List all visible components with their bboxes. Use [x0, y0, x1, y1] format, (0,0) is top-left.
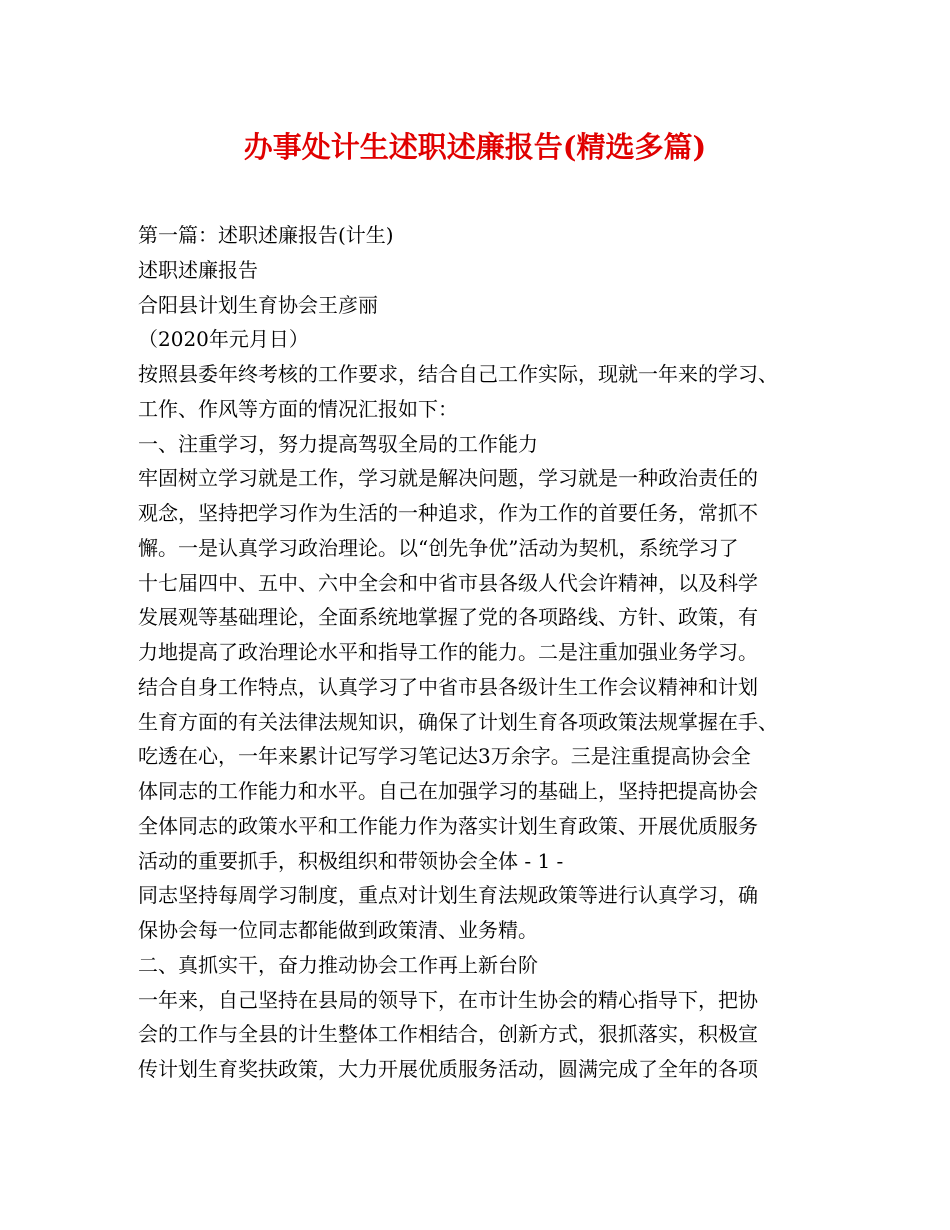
- text-line: 活动的重要抓手，积极组织和带领协会全体 - 1 -: [138, 848, 564, 873]
- text-line: 会的工作与全县的计生整体工作相结合，创新方式，狠抓落实，积极宣: [138, 1022, 758, 1047]
- text-line: 合阳县计划生育协会王彦丽: [138, 292, 378, 317]
- text-line: 懈。一是认真学习政治理论。以“创先争优”活动为契机，系统学习了: [138, 535, 739, 560]
- text-line: 述职述廉报告: [138, 257, 258, 282]
- text-line: 吃透在心，一年来累计记写学习笔记达3万余字。三是注重提高协会全: [138, 744, 751, 769]
- text-line: 一年来，自己坚持在县局的领导下，在市计生协会的精心指导下，把协: [138, 987, 758, 1012]
- text-line: （2020年元月日）: [138, 327, 309, 352]
- text-line: 发展观等基础理论，全面系统地掌握了党的各项路线、方针、政策，有: [138, 605, 758, 630]
- text-line: 牢固树立学习就是工作，学习就是解决问题，学习就是一种政治责任的: [138, 466, 758, 491]
- text-line: 体同志的工作能力和水平。自己在加强学习的基础上，坚持把提高协会: [138, 779, 758, 803]
- text-line: 二、真抓实干，奋力推动协会工作再上新台阶: [138, 952, 538, 977]
- text-line: 十七届四中、五中、六中全会和中省市县各级人代会许精神，以及科学: [138, 570, 758, 595]
- text-line: 第一篇：述职述廉报告(计生): [138, 223, 394, 247]
- document-body: [138, 218, 818, 1087]
- text-line: 传计划生育奖扶政策，大力开展优质服务活动，圆满完成了全年的各项: [138, 1057, 758, 1081]
- text-line: 结合自身工作特点，认真学习了中省市县各级计生工作会议精神和计划: [138, 674, 758, 699]
- text-line: 按照县委年终考核的工作要求，结合自己工作实际，现就一年来的学习、: [138, 362, 778, 386]
- text-line: 一、注重学习，努力提高驾驭全局的工作能力: [138, 431, 538, 456]
- text-line: 观念，坚持把学习作为生活的一种追求，作为工作的首要任务，常抓不: [138, 501, 758, 525]
- text-line: 工作、作风等方面的情况汇报如下：: [138, 396, 458, 421]
- text-line: 同志坚持每周学习制度，重点对计划生育法规政策等进行认真学习，确: [138, 883, 758, 908]
- text-line: 保协会每一位同志都能做到政策清、业务精。: [138, 918, 538, 942]
- document-title: 办事处计生述职述廉报告(精选多篇): [243, 130, 707, 164]
- text-line: 力地提高了政治理论水平和指导工作的能力。二是注重加强业务学习。: [138, 640, 758, 664]
- text-line: 全体同志的政策水平和工作能力作为落实计划生育政策、开展优质服务: [138, 813, 758, 838]
- text-line: 生育方面的有关法律法规知识，确保了计划生育各项政策法规掌握在手、: [138, 709, 778, 734]
